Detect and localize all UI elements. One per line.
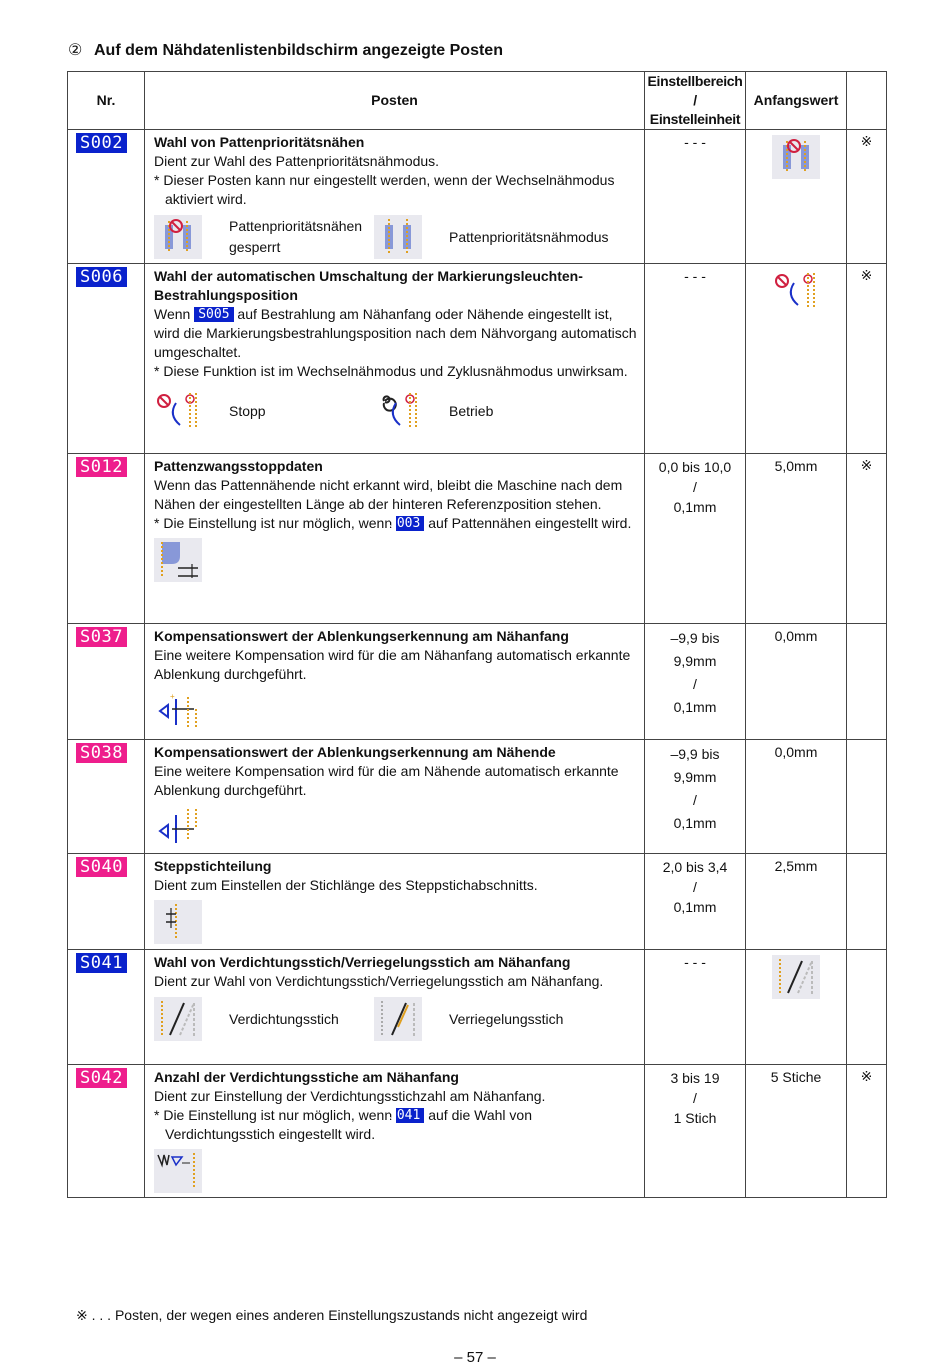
item-title: Kompensationswert der Ablenkungserkennung am Nähende bbox=[154, 744, 556, 760]
reverse-stitch-icon bbox=[374, 997, 422, 1041]
not-shown-mark bbox=[847, 740, 887, 854]
item-description: Dient zur Wahl von Verdichtungsstich/Verriegelungsstich am Nähanfang. bbox=[154, 973, 604, 989]
range-value: –9,9 bis bbox=[670, 630, 720, 646]
settings-table bbox=[67, 71, 887, 1198]
not-shown-mark bbox=[847, 854, 887, 950]
section-heading bbox=[68, 40, 503, 60]
option-label: Betrieb bbox=[449, 402, 494, 419]
item-title: Anzahl der Verdichtungsstiche am Nähanfang bbox=[154, 1069, 459, 1085]
column-header-posten: Posten bbox=[145, 72, 645, 130]
not-shown-mark: ※ bbox=[847, 130, 887, 264]
option-label: Stopp bbox=[229, 402, 266, 419]
item-description: Eine weitere Kompensation wird für die am Nähende automatisch erkannte Ablenkung durchgeführt. bbox=[154, 763, 619, 798]
item-note bbox=[154, 514, 638, 533]
range-unit: 0,1mm bbox=[673, 899, 717, 915]
item-icon-row bbox=[154, 805, 638, 849]
option-icons bbox=[154, 215, 638, 259]
column-header-mark bbox=[847, 72, 887, 130]
code-badge: S012 bbox=[76, 457, 127, 477]
deflection-start-icon bbox=[154, 689, 202, 733]
table-row bbox=[68, 130, 887, 264]
range-unit: 1 Stich bbox=[673, 1110, 717, 1126]
section-title: Auf dem Nähdatenlistenbildschirm angezeigte Posten bbox=[94, 42, 503, 59]
code-badge: S041 bbox=[76, 953, 127, 973]
code-badge: S037 bbox=[76, 627, 127, 647]
initial-value: 0,0mm bbox=[746, 624, 847, 740]
code-badge: S040 bbox=[76, 857, 127, 877]
item-description: Eine weitere Kompensation wird für die am Nähanfang automatisch erkannte Ablenkung durchgeführt. bbox=[154, 647, 631, 682]
note-text: auf Pattennähen eingestellt wird. bbox=[428, 515, 632, 531]
flap-priority-disabled-icon bbox=[772, 135, 820, 179]
footnote: ※ . . . Posten, der wegen eines anderen Einstellungszustands nicht angezeigt wird bbox=[76, 1307, 588, 1323]
range-unit: 0,1mm bbox=[673, 499, 717, 515]
code-reference: S005 bbox=[194, 307, 233, 322]
range-header-line3: Einstelleinheit bbox=[649, 111, 741, 127]
item-title: Kompensationswert der Ablenkungserkennung am Nähanfang bbox=[154, 628, 569, 644]
note-text: * Die Einstellung ist nur möglich, wenn bbox=[154, 1107, 393, 1123]
range-separator: / bbox=[693, 676, 697, 692]
condensation-stitch-icon bbox=[154, 997, 202, 1041]
item-note bbox=[154, 1106, 638, 1144]
code-reference: S041 bbox=[396, 1108, 424, 1123]
code-badge: S006 bbox=[76, 267, 127, 287]
desc-text: auf Bestrahlung am Nähanfang oder Nähende eingestellt ist, wird die Markierungsbestrahlungsposition nach dem Nähvorgang automatisch umgeschaltet. bbox=[154, 306, 637, 360]
item-description bbox=[154, 305, 638, 362]
range-header-line1: Einstellbereich bbox=[647, 73, 743, 89]
item-title: Wahl von Verdichtungsstich/Verriegelungsstich am Nähanfang bbox=[154, 954, 571, 970]
item-note: * Dieser Posten kann nur eingestellt werden, wenn der Wechselnähmodus aktiviert wird. bbox=[154, 172, 615, 207]
condensation-count-icon bbox=[154, 1149, 202, 1193]
item-icon-row bbox=[154, 538, 638, 582]
range-separator: / bbox=[693, 1090, 697, 1106]
option-label: Pattenprioritätsnähmodus bbox=[449, 228, 609, 245]
column-header-init: Anfangswert bbox=[746, 72, 847, 130]
range-value: - - - bbox=[684, 134, 706, 150]
marker-switch-stop-icon bbox=[154, 389, 202, 433]
table-row bbox=[68, 950, 887, 1065]
item-description: Wenn das Pattennähende nicht erkannt wird, bleibt die Maschine nach dem Nähen der eingestellten Länge ab der hinteren Referenzposition stehen. bbox=[154, 477, 623, 512]
item-description: Dient zum Einstellen der Stichlänge des Steppstichabschnitts. bbox=[154, 877, 538, 893]
range-separator: / bbox=[693, 792, 697, 808]
note-text: auf die Wahl von Verdichtungsstich eingestellt wird. bbox=[165, 1107, 532, 1142]
item-title: Wahl der automatischen Umschaltung der Markierungsleuchten-Bestrahlungsposition bbox=[154, 268, 583, 303]
item-description: Dient zur Wahl des Pattenprioritätsnähmodus. bbox=[154, 153, 440, 169]
item-title: Steppstichteilung bbox=[154, 858, 272, 874]
code-badge: S002 bbox=[76, 133, 127, 153]
table-row bbox=[68, 740, 887, 854]
not-shown-mark: ※ bbox=[847, 264, 887, 454]
initial-value: 2,5mm bbox=[746, 854, 847, 950]
option-icons bbox=[154, 997, 638, 1041]
item-icon-row bbox=[154, 900, 638, 944]
table-row bbox=[68, 264, 887, 454]
code-badge: S038 bbox=[76, 743, 127, 763]
flap-forced-stop-icon bbox=[154, 538, 202, 582]
not-shown-mark bbox=[847, 624, 887, 740]
range-unit: 0,1mm bbox=[673, 699, 717, 715]
not-shown-mark bbox=[847, 950, 887, 1065]
range-unit: 0,1mm bbox=[673, 815, 717, 831]
section-number: ② bbox=[68, 42, 83, 59]
range-separator: / bbox=[693, 879, 697, 895]
item-title: Wahl von Pattenprioritätsnähen bbox=[154, 134, 365, 150]
stitch-pitch-icon bbox=[154, 900, 202, 944]
initial-value: 5 Stiche bbox=[746, 1065, 847, 1198]
initial-value: 5,0mm bbox=[746, 454, 847, 624]
range-value: 0,0 bis 10,0 bbox=[658, 459, 732, 475]
marker-switch-run-icon bbox=[374, 389, 422, 433]
option-label: Pattenprioritätsnähen gesperrt bbox=[229, 218, 363, 255]
note-text: * Die Einstellung ist nur möglich, wenn bbox=[154, 515, 393, 531]
code-reference: S003 bbox=[396, 516, 424, 531]
item-title: Pattenzwangsstoppdaten bbox=[154, 458, 323, 474]
condensation-stitch-icon bbox=[772, 955, 820, 999]
not-shown-mark: ※ bbox=[847, 1065, 887, 1198]
desc-text: Wenn bbox=[154, 306, 191, 322]
table-row bbox=[68, 854, 887, 950]
range-value: - - - bbox=[684, 268, 706, 284]
item-note: * Diese Funktion ist im Wechselnähmodus und Zyklusnähmodus unwirksam. bbox=[154, 363, 628, 379]
table-row bbox=[68, 454, 887, 624]
item-icon-row bbox=[154, 1149, 638, 1193]
item-icon-row bbox=[154, 689, 638, 733]
range-separator: / bbox=[693, 479, 697, 495]
range-value: 9,9mm bbox=[673, 653, 717, 669]
option-label: Verriegelungsstich bbox=[449, 1010, 564, 1027]
range-value: 3 bis 19 bbox=[670, 1070, 720, 1086]
item-description: Dient zur Einstellung der Verdichtungsstichzahl am Nähanfang. bbox=[154, 1088, 546, 1104]
initial-value: 0,0mm bbox=[746, 740, 847, 854]
page-number: – 57 – bbox=[454, 1349, 496, 1366]
not-shown-mark: ※ bbox=[847, 454, 887, 624]
table-row bbox=[68, 624, 887, 740]
flap-priority-mode-icon bbox=[374, 215, 422, 259]
option-label: Verdichtungsstich bbox=[229, 1010, 339, 1027]
column-header-nr: Nr. bbox=[68, 72, 145, 130]
deflection-end-icon bbox=[154, 805, 202, 849]
flap-priority-disabled-icon bbox=[154, 215, 202, 259]
range-value: –9,9 bis bbox=[670, 746, 720, 762]
marker-switch-stop-icon bbox=[772, 269, 820, 313]
column-header-range bbox=[645, 72, 746, 130]
range-value: 9,9mm bbox=[673, 769, 717, 785]
code-badge: S042 bbox=[76, 1068, 127, 1088]
table-header-row bbox=[68, 72, 887, 130]
range-value: 2,0 bis 3,4 bbox=[662, 859, 728, 875]
table-row bbox=[68, 1065, 887, 1198]
range-value: - - - bbox=[684, 954, 706, 970]
option-icons bbox=[154, 389, 638, 433]
range-header-line2: / bbox=[693, 92, 697, 108]
